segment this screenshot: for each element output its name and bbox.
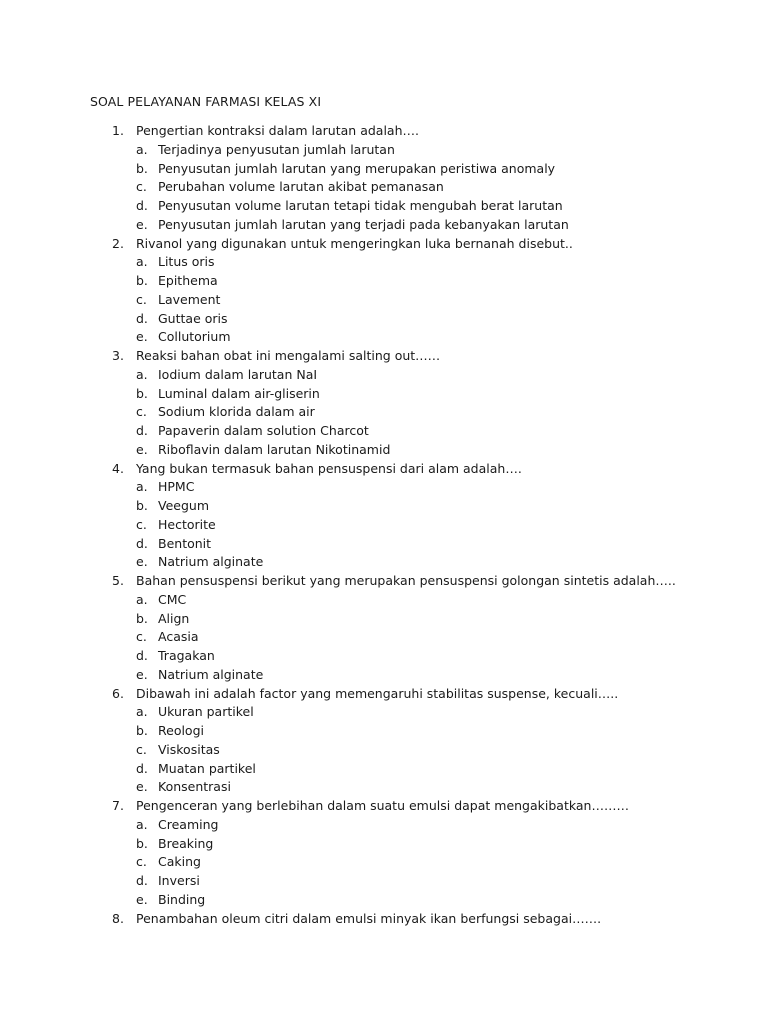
option-text: Acasia <box>158 629 199 645</box>
option-letter: e. <box>136 216 148 232</box>
answer-option <box>0 141 768 160</box>
answer-option <box>0 216 768 235</box>
option-text: Muatan partikel <box>158 760 256 776</box>
question-item <box>0 685 768 798</box>
option-letter: c. <box>136 291 147 307</box>
option-text: Sodium klorida dalam air <box>158 404 315 420</box>
option-letter: d. <box>136 423 148 438</box>
option-letter: b. <box>136 160 148 176</box>
option-letter: a. <box>136 591 148 607</box>
option-letter: b. <box>136 273 148 288</box>
option-letter: d. <box>136 873 148 888</box>
option-text: Penyusutan jumlah larutan yang merupakan peristiwa anomaly <box>158 160 556 176</box>
option-letter: b. <box>136 723 148 738</box>
answer-option <box>0 178 768 197</box>
option-text: Guttae oris <box>158 310 228 326</box>
option-text: Binding <box>158 891 206 907</box>
question-text: Rivanol yang digunakan untuk mengeringkan luka bernanah disebut.. <box>136 235 573 251</box>
option-letter: a. <box>136 254 148 270</box>
option-text: Luminal dalam air-gliserin <box>158 385 320 401</box>
option-letter: a. <box>136 141 148 157</box>
answer-option <box>0 816 768 835</box>
option-text: HPMC <box>158 479 195 495</box>
question-row <box>0 572 768 591</box>
option-text: Tragakan <box>158 648 215 663</box>
question-item <box>0 122 768 235</box>
answer-option <box>0 253 768 272</box>
option-text: Veegum <box>158 498 209 513</box>
question-row <box>0 797 768 816</box>
option-text: Inversi <box>158 873 200 888</box>
question-number: 8. <box>112 910 124 926</box>
option-letter: b. <box>136 498 148 513</box>
answer-option <box>0 403 768 422</box>
option-text: CMC <box>158 591 187 607</box>
answer-option <box>0 328 768 347</box>
option-letter: c. <box>136 741 147 757</box>
question-item <box>0 910 768 929</box>
option-letter: e. <box>136 779 148 795</box>
question-item <box>0 460 768 573</box>
question-number: 5. <box>112 573 124 588</box>
answer-option <box>0 553 768 572</box>
answer-option <box>0 366 768 385</box>
option-letter: b. <box>136 610 148 626</box>
question-row <box>0 910 768 929</box>
option-letter: e. <box>136 441 148 457</box>
answer-options <box>0 366 768 460</box>
answer-option <box>0 647 768 666</box>
option-letter: b. <box>136 385 148 401</box>
answer-option <box>0 628 768 647</box>
question-item <box>0 572 768 685</box>
option-text: Natrium alginate <box>158 666 264 682</box>
answer-option <box>0 891 768 910</box>
answer-option <box>0 422 768 441</box>
answer-option <box>0 441 768 460</box>
question-text: Penambahan oleum citri dalam emulsi minyak ikan berfungsi sebagai……. <box>136 910 602 926</box>
option-text: Papaverin dalam solution Charcot <box>158 423 369 438</box>
option-text: Litus oris <box>158 254 215 270</box>
answer-option <box>0 853 768 872</box>
option-text: Reologi <box>158 723 204 738</box>
question-row <box>0 347 768 366</box>
question-item <box>0 235 768 348</box>
option-text: Natrium alginate <box>158 554 264 570</box>
answer-option <box>0 666 768 685</box>
answer-option <box>0 497 768 516</box>
question-number: 2. <box>112 235 124 251</box>
answer-option <box>0 778 768 797</box>
answer-option <box>0 385 768 404</box>
question-item <box>0 347 768 460</box>
answer-options <box>0 591 768 685</box>
question-number: 1. <box>112 123 124 138</box>
question-row <box>0 235 768 254</box>
option-letter: d. <box>136 310 148 326</box>
option-letter: d. <box>136 760 148 776</box>
option-text: Lavement <box>158 291 221 307</box>
answer-option <box>0 478 768 497</box>
answer-option <box>0 535 768 554</box>
option-text: Penyusutan jumlah larutan yang terjadi pada kebanyakan larutan <box>158 216 569 232</box>
option-text: Epithema <box>158 273 218 288</box>
question-row <box>0 122 768 141</box>
option-letter: c. <box>136 179 147 195</box>
option-text: Riboflavin dalam larutan Nikotinamid <box>158 441 391 457</box>
question-number: 3. <box>112 348 124 363</box>
option-letter: a. <box>136 366 148 382</box>
option-text: Align <box>158 610 190 626</box>
option-text: Konsentrasi <box>158 779 231 795</box>
option-text: Bentonit <box>158 535 212 551</box>
option-letter: d. <box>136 198 148 213</box>
question-number: 6. <box>112 685 124 701</box>
question-text: Pengenceran yang berlebihan dalam suatu emulsi dapat mengakibatkan……… <box>136 798 629 813</box>
option-text: Terjadinya penyusutan jumlah larutan <box>158 141 395 157</box>
answer-options <box>0 253 768 347</box>
answer-options <box>0 141 768 235</box>
option-letter: d. <box>136 648 148 663</box>
option-letter: b. <box>136 835 148 851</box>
option-letter: c. <box>136 854 147 870</box>
option-letter: e. <box>136 329 148 345</box>
option-text: Collutorium <box>158 329 231 345</box>
answer-option <box>0 591 768 610</box>
answer-option <box>0 703 768 722</box>
option-letter: c. <box>136 516 147 532</box>
answer-option <box>0 197 768 216</box>
option-letter: e. <box>136 554 148 570</box>
option-text: Creaming <box>158 816 219 832</box>
option-text: Hectorite <box>158 516 216 532</box>
question-text: Dibawah ini adalah factor yang memengaruhi stabilitas suspense, kecuali….. <box>136 685 619 701</box>
question-row <box>0 685 768 704</box>
document-title: SOAL PELAYANAN FARMASI KELAS XI <box>90 94 322 109</box>
question-number: 4. <box>112 460 124 476</box>
question-list <box>0 122 768 928</box>
answer-option <box>0 722 768 741</box>
question-text: Yang bukan termasuk bahan pensuspensi dari alam adalah…. <box>136 460 522 476</box>
answer-option <box>0 610 768 629</box>
question-text: Bahan pensuspensi berikut yang merupakan pensuspensi golongan sintetis adalah….. <box>136 573 676 588</box>
question-number: 7. <box>112 798 124 813</box>
option-letter: a. <box>136 704 148 720</box>
option-letter: e. <box>136 666 148 682</box>
answer-options <box>0 816 768 910</box>
option-letter: c. <box>136 629 147 645</box>
option-text: Caking <box>158 854 201 870</box>
answer-option <box>0 272 768 291</box>
question-text: Pengertian kontraksi dalam larutan adalah…. <box>136 123 419 138</box>
question-row <box>0 460 768 479</box>
answer-options <box>0 478 768 572</box>
option-text: Iodium dalam larutan NaI <box>158 366 318 382</box>
answer-option <box>0 310 768 329</box>
option-letter: c. <box>136 404 147 420</box>
option-letter: d. <box>136 535 148 551</box>
option-text: Penyusutan volume larutan tetapi tidak mengubah berat larutan <box>158 198 563 213</box>
option-text: Breaking <box>158 835 214 851</box>
question-text: Reaksi bahan obat ini mengalami salting out…… <box>136 348 441 363</box>
option-letter: e. <box>136 891 148 907</box>
option-text: Viskositas <box>158 741 220 757</box>
answer-option <box>0 160 768 179</box>
answer-option <box>0 760 768 779</box>
option-text: Ukuran partikel <box>158 704 254 720</box>
answer-option <box>0 872 768 891</box>
answer-option <box>0 741 768 760</box>
option-letter: a. <box>136 816 148 832</box>
answer-option <box>0 835 768 854</box>
question-item <box>0 797 768 910</box>
option-text: Perubahan volume larutan akibat pemanasan <box>158 179 444 195</box>
answer-option <box>0 291 768 310</box>
option-letter: a. <box>136 479 148 495</box>
answer-options <box>0 703 768 797</box>
answer-option <box>0 516 768 535</box>
